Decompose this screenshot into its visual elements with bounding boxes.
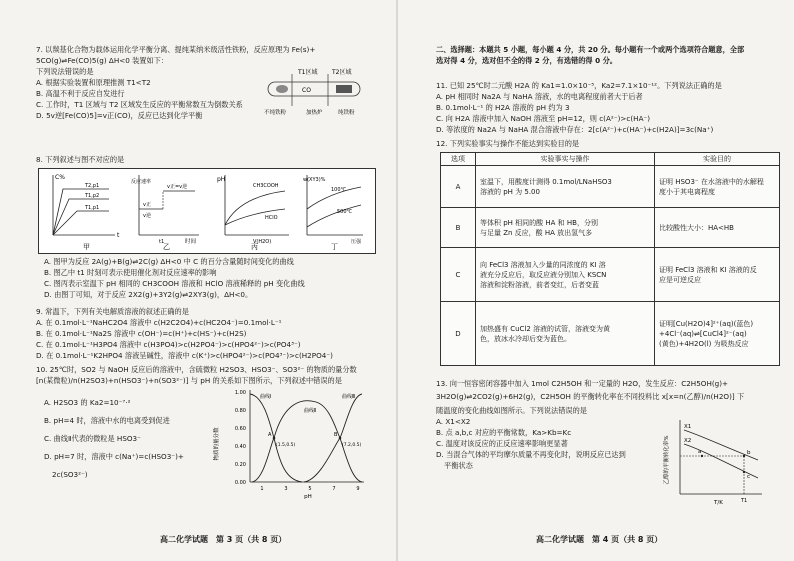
graph-ding: [303, 175, 363, 251]
q13-option-a: A. X1<X2: [436, 417, 471, 426]
x-tick: 1: [260, 486, 264, 492]
q11-option-a: A. pH 相同时 Na2A 与 NaHA 溶液，水的电离程度前者大于后者: [436, 92, 643, 101]
yi-t1-label: t1: [159, 239, 165, 245]
cell-line: 比较酸性大小：HA<HB: [659, 223, 734, 232]
yi-x-label: 时间: [185, 239, 197, 245]
bing-x-label: V(H2O): [253, 239, 272, 245]
row-aim: [655, 302, 780, 366]
cell-line: 色，放冰水冷却后变为蓝色。: [480, 334, 571, 343]
point-c: c: [747, 474, 751, 480]
x-tick: 3: [284, 486, 288, 492]
table-row: [441, 248, 780, 302]
left-page: [0, 0, 396, 561]
q7-line: 7. 以羰基化合物为载体运用化学平衡分离、提纯某纳米级活性铁粉，反应原理为 Fe(s)+: [36, 45, 316, 54]
x-tick: 5: [308, 486, 312, 492]
cell-line: 加热盛有 CuCl2 溶液的试管，溶液变为黄: [480, 324, 611, 333]
caption-bing: 丙: [251, 243, 258, 251]
q11-option-b: B. 0.1mol·L⁻¹ 的 H2A 溶液的 pH 约为 3: [436, 103, 570, 112]
yi-v-label: v正: [143, 202, 151, 208]
cell-line: 度小于其电离程度: [659, 187, 715, 196]
y-tick: 0.80: [234, 408, 246, 414]
cell-line: 等体积 pH 相同的酸 HA 和 HB，分别: [480, 218, 598, 227]
q13-chart: [658, 416, 770, 508]
y-tick: 0.40: [234, 444, 246, 450]
q11-option-c: C. 向 H2A 溶液中加入 NaOH 溶液至 pH=12，则 c(A²⁻)>c(HA⁻): [436, 114, 651, 123]
row-option: B: [441, 208, 476, 248]
section-header: [436, 44, 744, 66]
cell-line: 液充分反应后，取反应液分别加入 KSCN: [480, 270, 607, 279]
q8-graphs: [39, 169, 375, 253]
q10-option-b: B. pH=4 时，溶液中水的电离受到促进: [44, 416, 170, 425]
cell-line: 向 FeCl3 溶液加入少量的同浓度的 KI 溶: [480, 260, 606, 269]
yi-v-label: v逆: [143, 213, 151, 219]
row-operation: [476, 302, 655, 366]
q7-line: 5CO(g)⇌Fe(CO)5(g) ΔH<0 装置如下：: [36, 56, 169, 65]
q13-option-b: B. 点 a,b,c 对应的平衡常数，Ka>Kb=Kc: [436, 428, 572, 437]
q7-option-d: D. 5v逆[Fe(CO)5]=v正(CO)，反应已达到化学平衡: [36, 111, 203, 120]
q13-option-c: C. 温度对该反应的正反应速率影响更显著: [436, 439, 568, 448]
jia-x-label: t: [117, 232, 120, 239]
header-aim: 实验目的: [655, 153, 780, 166]
header-operation: 实验事实与操作: [476, 153, 655, 166]
table-row: [441, 208, 780, 248]
cell-line: (黄色)+4H2O(l) 为吸热反应: [659, 339, 749, 348]
cell-line: +4Cl⁻(aq)⇌[CuCl4]²⁻(aq): [659, 329, 747, 338]
q7-option-a: A. 根据实验装置和原理推测 T1<T2: [36, 78, 151, 87]
q13-option-d-cont: 平衡状态: [444, 461, 473, 470]
graph-jia: [53, 174, 120, 251]
y-tick: 0.00: [234, 480, 246, 486]
q10-options: [44, 394, 184, 484]
bing-curve-label: CH3COOH: [253, 183, 279, 189]
question-9: [36, 306, 333, 361]
jia-curve-label: T1,p2: [85, 193, 100, 199]
table-header-row: [441, 153, 780, 166]
q9-option-b: B. 在 0.1mol·L⁻¹Na2S 溶液中 c(OH⁻)=c(H⁺)+c(HS⁻)+c(H2S): [36, 329, 247, 338]
row-operation: [476, 166, 655, 208]
q10-stem: [n(某微粒)/n(H2SO3)+n(HSO3⁻)+n(SO3²⁻)] 与 pH 的关系如下图所示，下列叙述中错误的是: [36, 376, 342, 385]
q13-stem: 13. 向一恒容密闭容器中加入 1mol C2H5OH 和一定量的 H2O，发生反应：C2H5OH(g)+: [436, 379, 729, 388]
q7-option-c: C. 工作时，T1 区域与 T2 区域发生反应的平衡常数互为倒数关系: [36, 100, 243, 109]
row-option: A: [441, 166, 476, 208]
q10-option-d: D. pH=7 时，溶液中 c(Na⁺)=c(HSO3⁻)+: [44, 452, 184, 461]
row-option: D: [441, 302, 476, 366]
ding-x-label: 压强: [351, 239, 362, 245]
cell-line: 应是可逆反应: [659, 275, 701, 284]
ding-curve-label: 500℃: [337, 209, 353, 215]
q8-options: [44, 256, 305, 300]
cell-line: 溶液的 pH 为 5.00: [480, 187, 540, 196]
curve-label: 曲线Ⅲ: [342, 394, 356, 400]
q10-chart: [212, 384, 372, 502]
right-page: [398, 0, 794, 561]
point-label: (1.5,0.5): [276, 443, 296, 448]
q7-apparatus-diagram: [262, 66, 372, 120]
q7-impure-label: 不纯铁粉: [264, 110, 287, 116]
point-label: A: [268, 432, 272, 438]
q10-x-ticks: [260, 486, 359, 492]
q13-y-axis-label: 乙醇的平衡转化率%: [664, 435, 670, 485]
bing-curve-label: HClO: [265, 215, 278, 221]
q9-stem: 9. 常温下，下列有关电解质溶液的叙述正确的是: [36, 307, 189, 316]
q10-stem: 10. 25℃时，SO2 与 NaOH 反应后的溶液中，含硫微粒 H2SO3、HSO3⁻、SO3²⁻ 的物质的量分数: [36, 365, 357, 374]
q10-x-axis-label: pH: [304, 494, 312, 500]
curve-label: 曲线Ⅰ: [260, 394, 272, 400]
row-aim: [655, 166, 780, 208]
q8-option-a: A. 图甲为反应 2A(g)+B(g)⇌2C(g) ΔH<0 中 C 的百分含量随时间变化的曲线: [44, 257, 294, 266]
curve-label: 曲线Ⅱ: [304, 408, 317, 414]
q9-option-a: A. 在 0.1mol·L⁻¹NaHC2O4 溶液中 c(H2C2O4)+c(HC2O4⁻)=0.1mol·L⁻¹: [36, 318, 282, 327]
table-row: [441, 302, 780, 366]
caption-ding: 丁: [331, 243, 338, 251]
caption-yi: 乙: [163, 243, 170, 251]
row-operation: [476, 248, 655, 302]
q7-zone1-label: T1区域: [298, 69, 318, 76]
yi-y-label: 反应速率: [131, 179, 152, 185]
header-option: 选项: [441, 153, 476, 166]
ding-curve-label: 100℃: [331, 187, 347, 193]
q7-option-b: B. 高温不利于反应自发进行: [36, 89, 125, 98]
q9-option-d: D. 在 0.1mol·L⁻¹K2HPO4 溶液呈碱性，溶液中 c(K⁺)>c(HPO4²⁻)>c(PO4³⁻)>c(H2PO4⁻): [36, 351, 333, 360]
ding-y-label: w(XY3)%: [303, 177, 326, 183]
cell-line: 溶液和淀粉溶液，前者变红，后者变蓝: [480, 280, 599, 289]
point-label: B: [334, 432, 338, 438]
q11-stem: 11. 已知 25℃时二元酸 H2A 的 Ka1=1.0×10⁻⁵，Ka2=7.1×10⁻¹²。下列说法正确的是: [436, 81, 722, 90]
q8-option-c: C. 图丙表示室温下 pH 相同的 CH3COOH 溶液和 HClO 溶液稀释的 pH 变化曲线: [44, 279, 305, 288]
q7-co-label: CO: [302, 87, 311, 94]
q9-option-c: C. 在 0.1mol·L⁻¹H3PO4 溶液中 c(H3PO4)>c(H2PO4⁻)>c(HPO4²⁻)>c(PO4³⁻): [36, 340, 301, 349]
q12-title: 12. 下列实验事实与操作不能达到实验目的是: [436, 139, 580, 148]
cell-line: 证明 HSO3⁻ 在水溶液中的水解程: [659, 177, 764, 186]
cell-line: 与足量 Zn 反应，酸 HA 放出氢气多: [480, 228, 593, 237]
y-tick: 0.60: [234, 426, 246, 432]
q8-graph-panel: [38, 168, 376, 254]
q7-zone2-label: T2区域: [332, 69, 352, 76]
t1-label: T1: [741, 498, 748, 504]
q8-title: [36, 154, 124, 165]
table-row: [441, 166, 780, 208]
point-label: (7.2,0.5): [342, 443, 362, 448]
row-option: C: [441, 248, 476, 302]
row-operation: [476, 208, 655, 248]
cell-line: 证明[Cu(H2O)4]²⁺(aq)(蓝色): [659, 319, 754, 328]
q8-option-b: B. 图乙中 t1 时刻可表示使用催化剂对反应速率的影响: [44, 268, 217, 277]
q13-x-axis-label: T/K: [714, 500, 723, 506]
q13-stem: 3H2O(g)⇌2CO2(g)+6H2(g)，C2H5OH 的平衡转化率在不同投料比 x[x=n(乙醇)/n(H2O)] 下: [436, 392, 745, 401]
section-line: 二、选择题：本题共 5 小题，每小题 4 分，共 20 分。每小题有一个或两个选项符合题意，全部: [436, 45, 745, 54]
y-tick: 1.00: [234, 390, 246, 396]
q7-line: 下列说法错误的是: [36, 67, 94, 76]
label-x1: X1: [684, 424, 692, 430]
point-b: b: [747, 450, 751, 456]
caption-jia: 甲: [83, 243, 90, 251]
cell-line: 室温下，用酸度计测得 0.1mol/LNaHSO3: [480, 177, 612, 186]
q7-heater-label: 加热炉: [306, 110, 323, 116]
section-line: 选对得 4 分，选对但不全的得 2 分，有选错的得 0 分。: [436, 56, 617, 65]
label-x2: X2: [684, 438, 692, 444]
yi-v-label: v正=v逆: [167, 184, 188, 190]
q10-option-d-cont: 2c(SO3²⁻): [52, 470, 88, 479]
q8-option-d: D. 由图丁可知，对于反应 2X2(g)+3Y2(g)⇌2XY3(g)，ΔH<0。: [44, 290, 253, 299]
page-footer-right: 高二化学试题 第 4 页（共 8 页）: [536, 535, 663, 544]
jia-y-label: C%: [55, 174, 65, 181]
q10-y-ticks: [235, 390, 246, 486]
row-aim: [655, 208, 780, 248]
question-11: [436, 80, 722, 135]
y-tick: 0.20: [234, 462, 246, 468]
point-a: a: [698, 449, 702, 455]
q10-option-a: A. H2SO3 的 Ka2=10⁻⁷·²: [44, 398, 131, 407]
q13-stem: 随温度的变化曲线如图所示。下列说法错误的是: [436, 406, 587, 415]
jia-curve-label: T2,p1: [85, 183, 100, 189]
x-tick: 7: [332, 486, 336, 492]
row-aim: [655, 248, 780, 302]
x-tick: 9: [356, 486, 360, 492]
graph-yi: [131, 175, 199, 251]
q7-pure-label: 纯铁粉: [338, 110, 355, 116]
cell-line: 证明 FeCl3 溶液和 KI 溶液的反: [659, 265, 757, 274]
q12-table: [440, 152, 780, 366]
page-footer-left: 高二化学试题 第 3 页（共 8 页）: [160, 535, 287, 544]
curve-1: [250, 394, 302, 482]
q11-option-d: D. 等浓度的 Na2A 与 NaHA 混合溶液中存在：2[c(A²⁻)+c(HA⁻)+c(H2A)]=3c(Na⁺): [436, 125, 714, 134]
question-10: [36, 364, 357, 386]
bing-y-label: pH: [217, 176, 226, 183]
q13-option-d: D. 当混合气体的平均摩尔质量不再变化时，说明反应已达到: [436, 450, 626, 459]
q8-stem: 8. 下列叙述与图不对应的是: [36, 155, 125, 164]
q10-option-c: C. 曲线Ⅱ代表的微粒是 HSO3⁻: [44, 434, 141, 443]
jia-curve-label: T1,p1: [85, 205, 100, 211]
q10-y-axis-label: 物质的量分数: [214, 427, 220, 461]
graph-bing: [217, 175, 289, 251]
